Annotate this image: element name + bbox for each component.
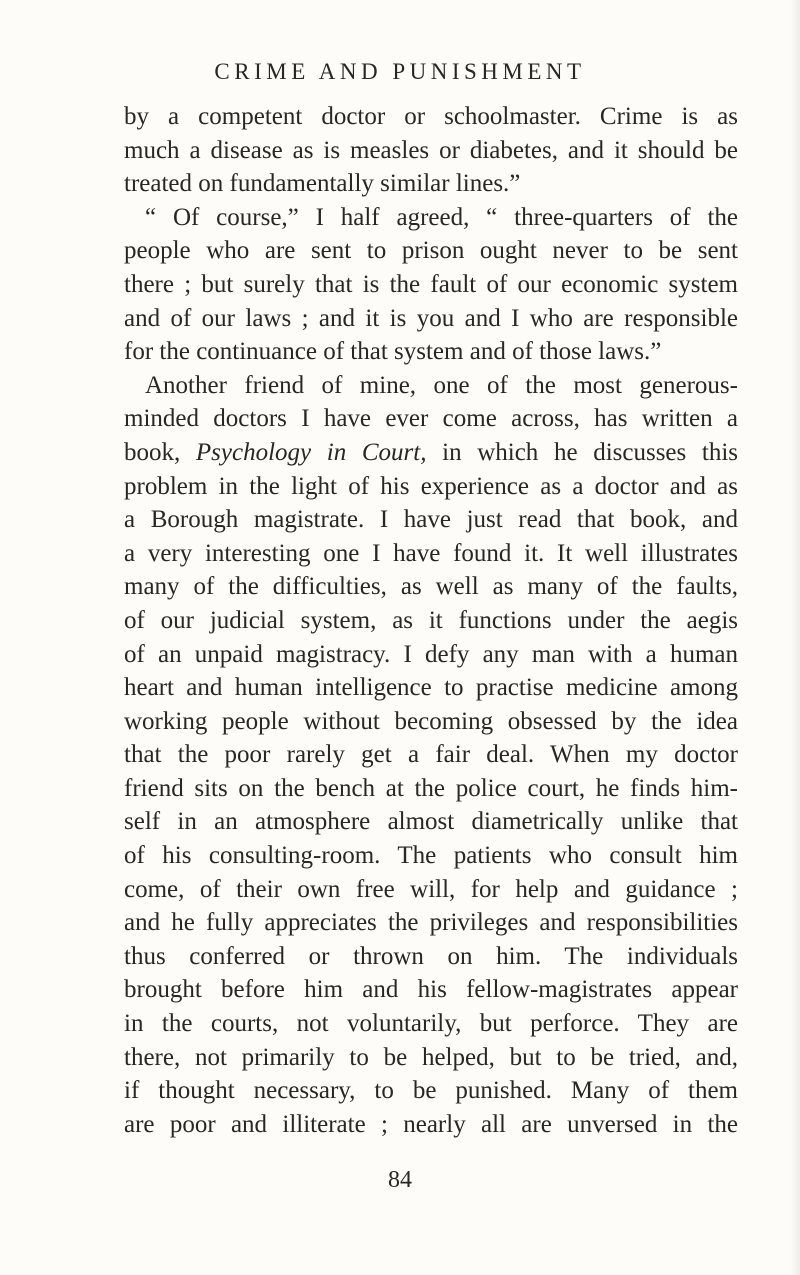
text-line: thus conferred or thrown on him. The individuals: [124, 942, 738, 970]
text-line: many of the difficulties, as well as many of the faults,: [124, 573, 738, 601]
running-header: CRIME AND PUNISHMENT: [214, 59, 586, 84]
text-line: if thought necessary, to be punished. Many of them: [124, 1077, 738, 1105]
text-line: are poor and illiterate ; nearly all are unversed in the: [124, 1110, 738, 1138]
text-line: and of our laws ; and it is you and I who are responsible: [124, 304, 738, 332]
text-line: “ Of course,” I half agreed, “ three-quarters of the: [145, 203, 738, 231]
text-line: there, not primarily to be helped, but to be tried, and,: [124, 1043, 738, 1071]
text-line: for the continuance of that system and of those laws.”: [124, 338, 662, 366]
text-line: problem in the light of his experience as a doctor and as: [124, 472, 738, 500]
text-line: that the poor rarely get a fair deal. When my doctor: [124, 741, 738, 769]
text-line: of his consulting-room. The patients who consult him: [124, 842, 738, 870]
text-line: brought before him and his fellow-magistrates appear: [124, 976, 738, 1004]
text-line: much a disease as is measles or diabetes, and it should be: [124, 136, 738, 164]
text-line: of our judicial system, as it functions under the aegis: [124, 606, 738, 634]
text-line: people who are sent to prison ought never to be sent: [124, 237, 738, 265]
text-line: [124, 436, 738, 470]
text-line: of an unpaid magistracy. I defy any man with a human: [124, 640, 738, 668]
text-line: by a competent doctor or schoolmaster. Crime is as: [124, 103, 738, 130]
text-line: a very interesting one I have found it. It well illustrates: [124, 539, 738, 567]
text-segment: book,: [124, 438, 196, 466]
body-text: [124, 100, 738, 1141]
text-line: treated on fundamentally similar lines.”: [124, 170, 521, 198]
text-line: and he fully appreciates the privileges and responsibilities: [124, 909, 738, 937]
text-line: a Borough magistrate. I have just read that book, and: [124, 506, 738, 534]
page-edge-shadow: [790, 0, 800, 1275]
text-line: friend sits on the bench at the police court, he finds him-: [124, 774, 738, 802]
text-line: working people without becoming obsessed by the idea: [124, 707, 738, 735]
page-number: 84: [388, 1167, 412, 1193]
text-line: come, of their own free will, for help and guidance ;: [124, 875, 738, 903]
text-line: self in an atmosphere almost diametrically unlike that: [124, 808, 738, 836]
text-segment: in which he discusses this: [426, 438, 739, 466]
text-line: Another friend of mine, one of the most generous-: [145, 371, 738, 399]
text-line: in the courts, not voluntarily, but perforce. They are: [124, 1010, 738, 1038]
text-line: heart and human intelligence to practise medicine among: [124, 674, 738, 702]
book-title: Psychology in Court,: [195, 438, 427, 466]
text-line: minded doctors I have ever come across, has written a: [124, 405, 738, 433]
text-line: there ; but surely that is the fault of our economic system: [124, 270, 738, 298]
